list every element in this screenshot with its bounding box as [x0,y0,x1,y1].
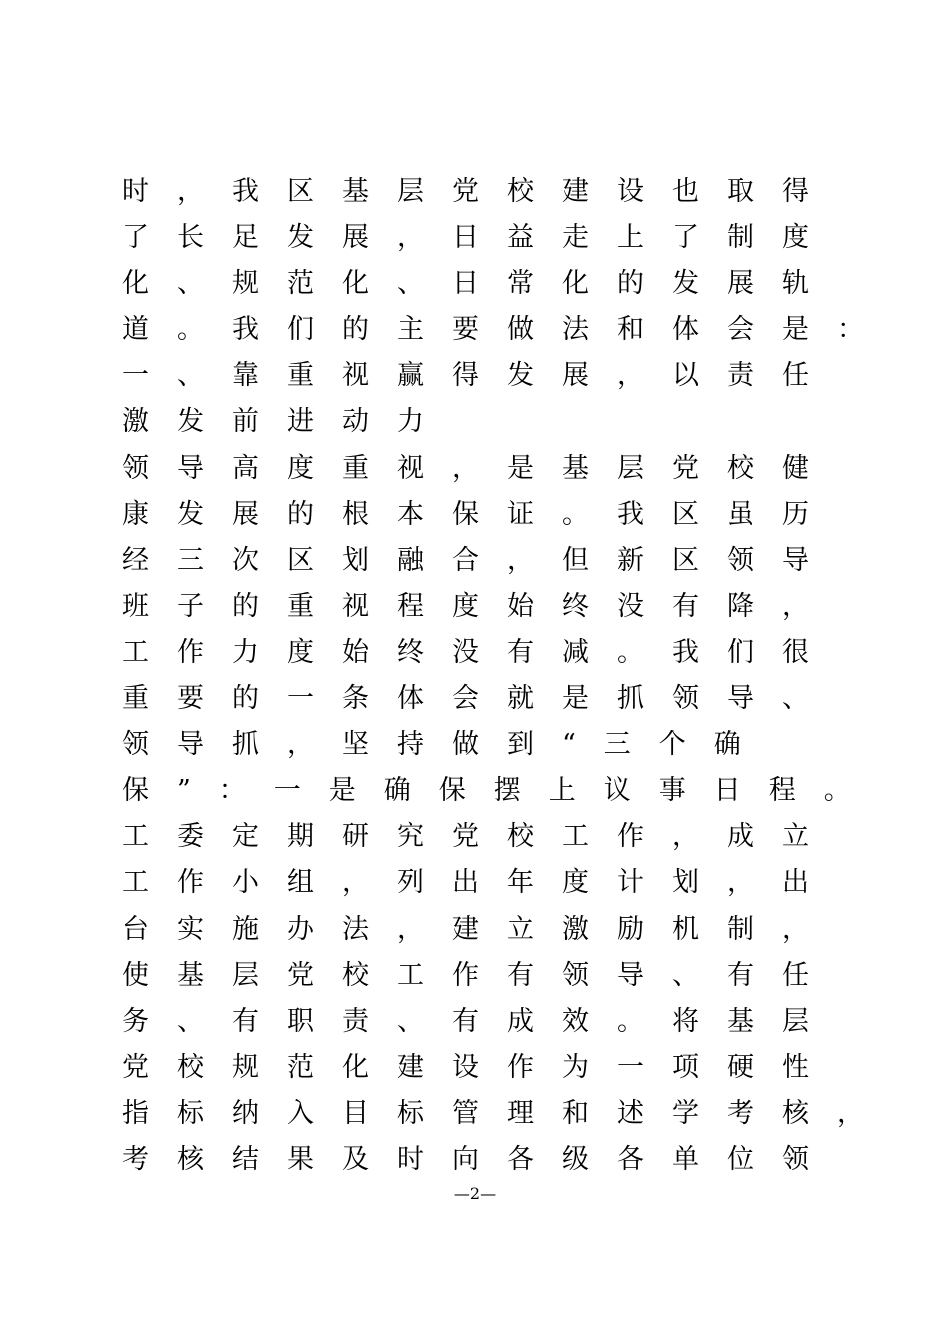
text-line: 班子的重视程度始终没有降， [122,590,837,622]
text-line: 台实施办法，建立激励机制， [122,913,837,945]
text-line: 党校规范化建设作为一项硬性 [122,1051,837,1083]
text-line: 考核结果及时向各级各单位领 [122,1143,837,1175]
text-line: 化、规范化、日常化的发展轨 [122,268,837,300]
text-line: 激发前进动力 [122,406,452,438]
body-text [122,169,892,1183]
text-line: 了长足发展，日益走上了制度 [122,222,837,254]
text-line: 时，我区基层党校建设也取得 [122,176,837,207]
text-line: 保”：一是确保摆上议事日程。 [122,775,879,807]
text-line: 工作小组，列出年度计划，出 [122,867,837,899]
text-line: 领导抓，坚持做到“三个确 [122,729,769,761]
text-line: 一、靠重视赢得发展，以责任 [122,360,837,392]
text-line: 务、有职责、有成效。将基层 [122,1005,837,1037]
text-line: 工委定期研究党校工作，成立 [122,821,837,853]
text-line: 道。我们的主要做法和体会是： [122,314,892,346]
text-line: 工作力度始终没有减。我们很 [122,636,837,668]
text-line: 使基层党校工作有领导、有任 [122,959,837,991]
text-line: 经三次区划融合，但新区领导 [122,544,837,576]
text-line: 康发展的根本保证。我区虽历 [122,498,837,530]
text-line: 重要的一条体会就是抓领导、 [122,683,837,715]
page-number: —2— [453,1184,497,1203]
text-line: 领导高度重视，是基层党校健 [122,452,837,484]
text-line: 指标纳入目标管理和述学考核， [122,1097,892,1129]
